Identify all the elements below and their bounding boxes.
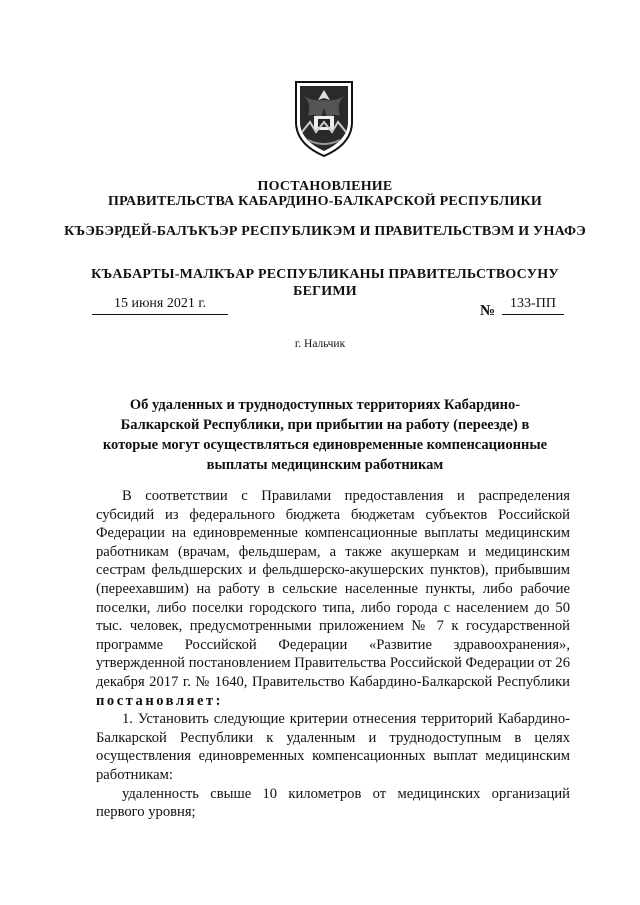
decree-number: 133-ПП [502, 296, 564, 315]
header-balkar: КЪАБАРТЫ-МАЛКЪАР РЕСПУБЛИКАНЫ ПРАВИТЕЛЬСТВОСУНУ БЕГИМИ [91, 267, 559, 299]
header-title: ПОСТАНОВЛЕНИЕ [257, 179, 393, 194]
document-title: Об удаленных и труднодоступных территориях Кабардино-Балкарской Республики, при прибытии на работу (переезде) в которые могут осуществляться единовременные компенсационные выплаты медицинским работникам [102, 397, 548, 473]
header-government: ПРАВИТЕЛЬСТВА КАБАРДИНО-БАЛКАРСКОЙ РЕСПУБЛИКИ [107, 194, 543, 209]
paragraph-item-1: 1. Установить следующие критерии отнесения территорий Кабардино-Балкарской Республики к удаленным и труднодоступным в целях осуществления единовременных компенсационных выплат медицинским работникам: [96, 711, 570, 783]
resolves-keyword: постановляет: [96, 692, 223, 709]
number-label: № [480, 303, 496, 319]
paragraph-criterion-1: удаленность свыше 10 километров от медицинских организаций первого уровня; [96, 785, 570, 821]
decree-date: 15 июня 2021 г. [92, 296, 228, 315]
document-body [96, 487, 570, 822]
header-kabardian: КЪЭБЭРДЕЙ-БАЛЪКЪЭР РЕСПУБЛИКЭМ И ПРАВИТЕЛЬСТВЭМ И УНАФЭ [64, 224, 586, 239]
coat-of-arms-emblem [290, 78, 358, 158]
date-number-row [92, 296, 564, 320]
paragraph-preamble: В соответствии с Правилами предоставления и распределения субсидий из федерального бюджета бюджетам субъектов Российской Федерации на единовременные компенсационные выплаты медицинским работникам (врачам, фельдшерам, а также акушеркам и медицинским сестрам фельдшерских и фельдшерско-акушерских пунктов), прибывшим (переехавшим) на работу в сельские населенные пункты, либо рабочие поселки, либо поселки городского типа, либо города с населением до 50 тыс. человек, предусмотренными приложением № 7 к государственной программе Российской Федерации «Развитие здравоохранения», утвержденной постановлением Правительства Российской Федерации от 26 декабря 2017 г. № 1640, Правительство Кабардино-Балкарской Республики постановляет: [96, 488, 570, 709]
city-name: г. Нальчик [294, 338, 346, 350]
